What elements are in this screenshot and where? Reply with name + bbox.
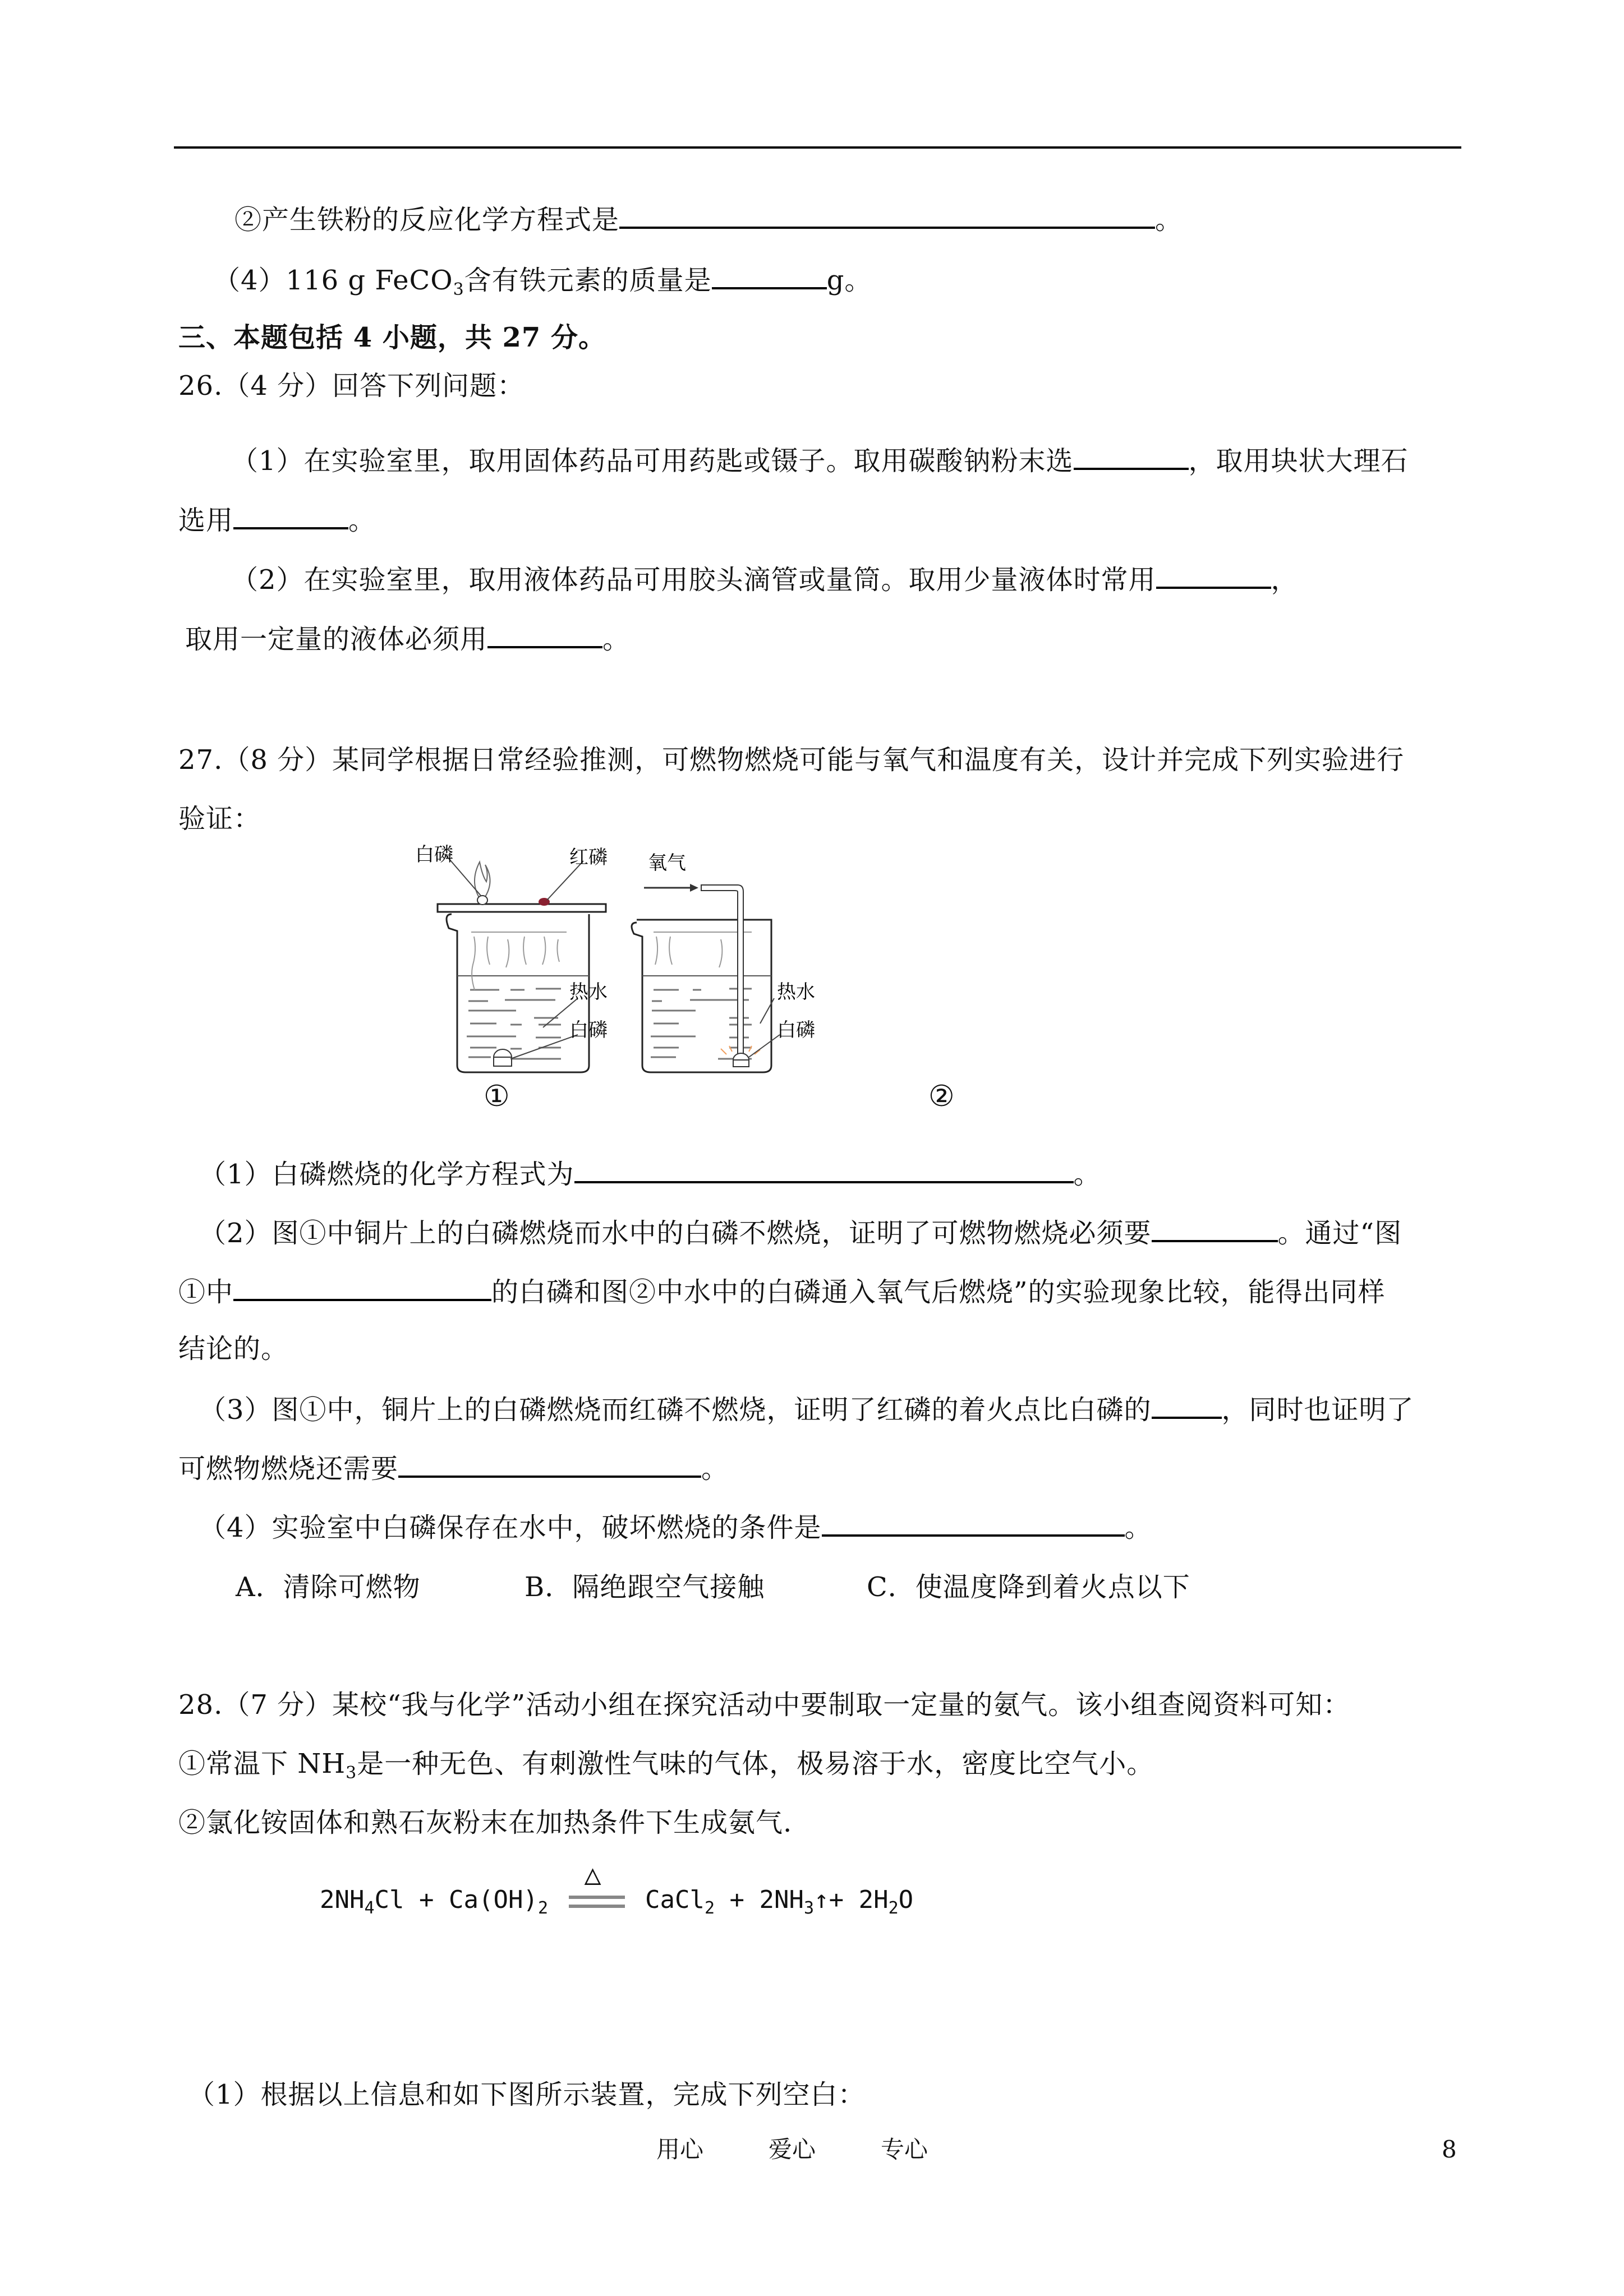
q28-info-1-text: ①常温下 NH bbox=[178, 1748, 346, 1779]
q27-part2-line3: 结论的。 bbox=[178, 1333, 289, 1364]
q27-part2-prompt: （2）图①中铜片上的白磷燃烧而水中的白磷不燃烧，证明了可燃物燃烧必须要 bbox=[199, 1218, 1152, 1249]
steam-lines-1 bbox=[471, 932, 567, 990]
equals-bar-bottom bbox=[569, 1905, 625, 1908]
q27-part2-prompt-cont3: 的白磷和图②中水中的白磷通入氧气后燃烧”的实验现象比较，能得出同样 bbox=[491, 1276, 1386, 1308]
q27-option-c[interactable]: C．使温度降到着火点以下 bbox=[867, 1571, 1190, 1603]
q28-title: 28.（7 分）某校“我与化学”活动小组在探究活动中要制取一定量的氨气。该小组查阅资料可知： bbox=[178, 1689, 1351, 1721]
heating-condition bbox=[563, 1858, 631, 1918]
answer-blank[interactable] bbox=[1156, 561, 1271, 589]
q27-part2-prompt-cont: 。通过“图 bbox=[1277, 1218, 1402, 1249]
q25-part4-prompt-cont: 含有铁元素的质量是 bbox=[464, 265, 712, 296]
oxygen-tube bbox=[701, 885, 743, 1057]
experiment-figure bbox=[415, 830, 1088, 1066]
footer-motto-3: 专心 bbox=[881, 2136, 928, 2163]
q28-info-2: ②氯化铵固体和熟石灰粉末在加热条件下生成氨气. bbox=[178, 1807, 793, 1838]
answer-blank[interactable] bbox=[822, 1509, 1125, 1537]
chemical-equation bbox=[320, 1858, 914, 1918]
submerged-white-phosphorus-2 bbox=[733, 1053, 749, 1060]
q27-part2-line2 bbox=[178, 1273, 1386, 1309]
eq-reactant-1: 2NH bbox=[320, 1885, 365, 1914]
q26-part1-prompt-end: 选用 bbox=[178, 505, 234, 536]
q27-part4-prompt: （4）实验室中白磷保存在水中，破坏燃烧的条件是 bbox=[199, 1512, 822, 1543]
figure-1-caption: ① bbox=[484, 1080, 510, 1113]
heat-triangle-icon: △ bbox=[584, 1858, 601, 1891]
q25-part4-prompt: （4）116 g FeCO bbox=[213, 265, 453, 296]
q27-part3-line2 bbox=[178, 1450, 729, 1486]
subscript: 3 bbox=[453, 280, 464, 299]
punct: ， bbox=[1271, 564, 1299, 596]
q27-part1-prompt: （1）白磷燃烧的化学方程式为 bbox=[199, 1159, 574, 1190]
q25-part4-line bbox=[213, 261, 872, 297]
label-oxygen: 氧气 bbox=[648, 852, 686, 874]
q27-part3-prompt: （3）图①中，铜片上的白磷燃烧而红磷不燃烧，证明了红磷的着火点比白磷的 bbox=[199, 1394, 1152, 1426]
label-white-phosphorus-bottom-1: 白磷 bbox=[569, 1019, 608, 1041]
q26-part2-line2 bbox=[185, 620, 630, 656]
q27-option-b[interactable]: B．隔绝跟空气接触 bbox=[525, 1571, 765, 1603]
unit-text: g。 bbox=[826, 265, 872, 296]
q27-part1-line bbox=[199, 1155, 1101, 1191]
q27-part2-line bbox=[199, 1214, 1402, 1250]
answer-blank[interactable] bbox=[619, 201, 1155, 229]
answer-blank[interactable] bbox=[1074, 442, 1189, 470]
label-hot-water-1: 热水 bbox=[569, 981, 608, 1003]
q27-title: 27.（8 分）某同学根据日常经验推测，可燃物燃烧可能与氧气和温度有关，设计并完成下列实验进行 bbox=[178, 744, 1405, 776]
q27-part4-line bbox=[199, 1509, 1152, 1545]
section-heading: 三、本题包括 4 小题，共 27 分。 bbox=[178, 322, 606, 353]
subscript: 3 bbox=[804, 1898, 815, 1918]
punct: 。 bbox=[348, 505, 376, 536]
header-rule bbox=[174, 146, 1461, 149]
label-red-phosphorus: 红磷 bbox=[569, 846, 608, 869]
subscript: 4 bbox=[364, 1898, 375, 1918]
plus-sign: + bbox=[829, 1885, 859, 1914]
q27-title-cont: 验证： bbox=[178, 803, 261, 835]
q26-part2-line bbox=[231, 561, 1299, 597]
q27-part3-prompt-end: 可燃物燃烧还需要 bbox=[178, 1453, 399, 1484]
subscript: 3 bbox=[346, 1763, 357, 1783]
eq-product-3: 2H bbox=[858, 1885, 889, 1914]
eq-product-3-end: O bbox=[898, 1885, 914, 1914]
q27-option-a[interactable]: A．清除可燃物 bbox=[236, 1571, 421, 1603]
eq-reactant-1-end: Cl bbox=[374, 1885, 404, 1914]
q26-part1-line2 bbox=[178, 501, 376, 537]
eq-reactant-2: Ca(OH) bbox=[449, 1885, 538, 1914]
q26-part1-line bbox=[231, 442, 1409, 478]
copper-plate bbox=[438, 904, 606, 912]
punct: 。 bbox=[1124, 1512, 1152, 1543]
experiment-diagram bbox=[415, 830, 1088, 1066]
q27-part3-line bbox=[199, 1391, 1414, 1427]
q26-part1-prompt-cont: ，取用块状大理石 bbox=[1188, 445, 1409, 477]
q25-part2-prompt: ②产生铁粉的反应化学方程式是 bbox=[234, 204, 620, 236]
q25-part2-line bbox=[234, 201, 1183, 237]
label-white-phosphorus-top: 白磷 bbox=[415, 843, 453, 866]
answer-blank[interactable] bbox=[398, 1450, 701, 1478]
label-white-phosphorus-2: 白磷 bbox=[777, 1019, 815, 1041]
page-number: 8 bbox=[1442, 2136, 1457, 2163]
plus-sign: + bbox=[715, 1885, 760, 1914]
steam-lines-2 bbox=[654, 932, 752, 967]
punct: 。 bbox=[1073, 1159, 1101, 1190]
leader-lines-2 bbox=[749, 998, 780, 1057]
subscript: 2 bbox=[888, 1898, 899, 1918]
q26-title: 26.（4 分）回答下列问题： bbox=[178, 370, 525, 402]
q27-part3-prompt-cont: ，同时也证明了 bbox=[1221, 1394, 1414, 1426]
punct: 。 bbox=[701, 1453, 729, 1484]
q27-part2-prompt-cont2: ①中 bbox=[178, 1276, 234, 1308]
gas-arrow-up-icon: ↑ bbox=[814, 1885, 829, 1914]
answer-blank[interactable] bbox=[1152, 1214, 1278, 1242]
plus-sign: + bbox=[404, 1885, 449, 1914]
label-hot-water-2: 热水 bbox=[777, 981, 815, 1003]
burning-white-phosphorus bbox=[475, 862, 490, 905]
punct: 。 bbox=[1155, 204, 1183, 236]
equals-bar-top bbox=[569, 1896, 625, 1899]
answer-blank[interactable] bbox=[1152, 1391, 1222, 1419]
eq-product-2: 2NH bbox=[759, 1885, 804, 1914]
leader-lines-1 bbox=[446, 855, 583, 1059]
answer-blank[interactable] bbox=[712, 261, 827, 289]
punct: 。 bbox=[602, 624, 631, 655]
footer-motto-1: 用心 bbox=[656, 2136, 704, 2163]
subscript: 2 bbox=[705, 1898, 715, 1918]
q28-info-1-text-cont: 是一种无色、有刺激性气味的气体，极易溶于水，密度比空气小。 bbox=[357, 1748, 1154, 1779]
footer-motto-2: 爱心 bbox=[769, 2136, 816, 2163]
submerged-white-phosphorus bbox=[494, 1049, 512, 1057]
arrow-right-icon bbox=[690, 884, 698, 892]
eq-product-1: CaCl bbox=[645, 1885, 705, 1914]
q28-info-1 bbox=[178, 1747, 1154, 1781]
answer-blank[interactable] bbox=[574, 1155, 1074, 1183]
answer-blank[interactable] bbox=[487, 620, 602, 648]
answer-blank[interactable] bbox=[233, 501, 348, 529]
subscript: 2 bbox=[537, 1898, 549, 1918]
q26-part1-prompt: （1）在实验室里，取用固体药品可用药匙或镊子。取用碳酸钠粉末选 bbox=[231, 445, 1074, 477]
q26-part2-prompt-end: 取用一定量的液体必须用 bbox=[185, 624, 488, 655]
q28-part1-line: （1）根据以上信息和如下图所示装置，完成下列空白： bbox=[188, 2079, 866, 2110]
figure-2-caption: ② bbox=[928, 1080, 955, 1113]
water-lines-2 bbox=[651, 989, 752, 1059]
q26-part2-prompt: （2）在实验室里，取用液体药品可用胶头滴管或量筒。取用少量液体时常用 bbox=[231, 564, 1156, 596]
answer-blank[interactable] bbox=[233, 1273, 491, 1301]
